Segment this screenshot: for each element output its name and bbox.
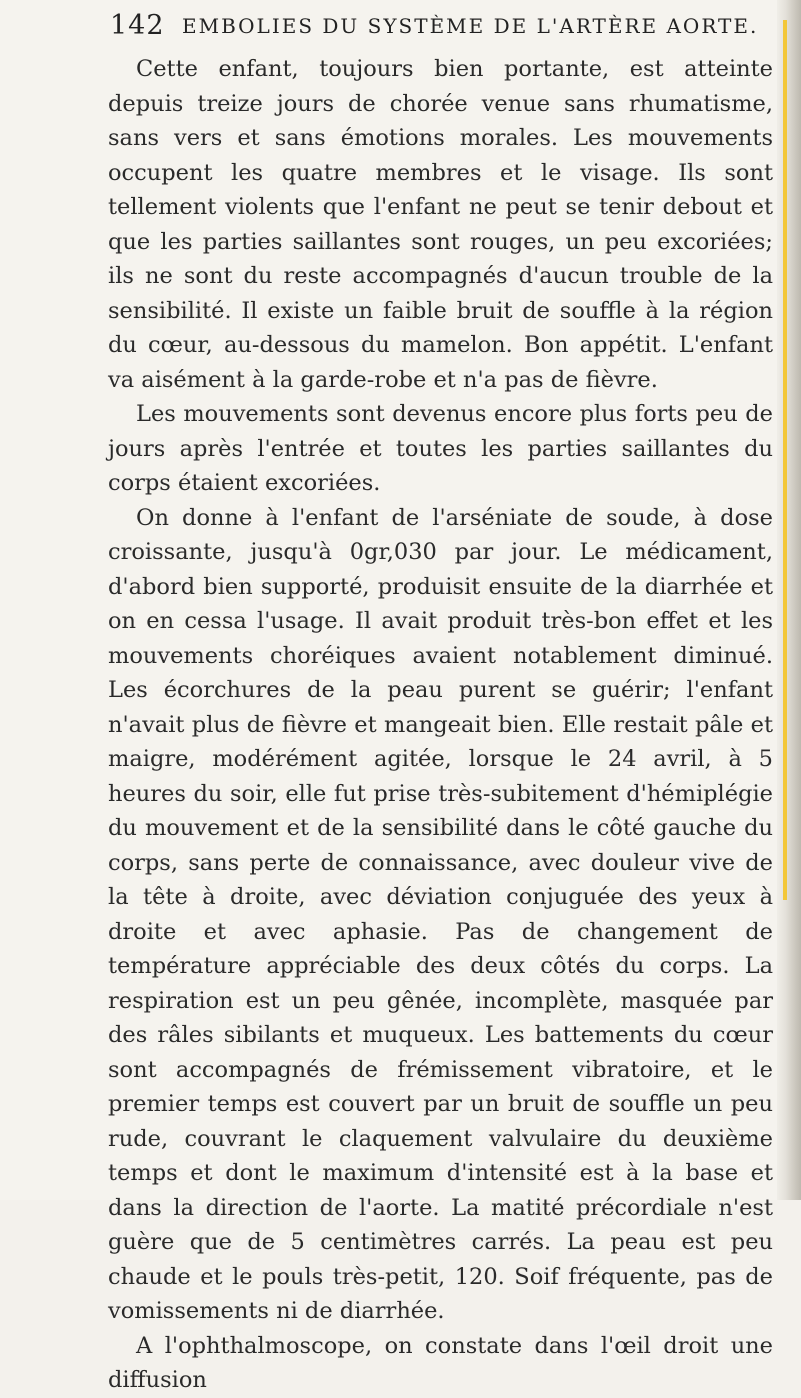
page-edge-strip: [783, 20, 787, 900]
running-head: EMBOLIES DU SYSTÈME DE L'ARTÈRE AORTE.: [182, 14, 759, 38]
page-number: 142: [110, 10, 165, 41]
paragraph: Les mouvements sont devenus encore plus forts peu de jours après l'entrée et toutes les parties saillantes du corps étaient excoriées.: [108, 401, 773, 496]
page-header: [110, 10, 770, 50]
body-text: [108, 52, 773, 1398]
page-edge: [777, 0, 801, 1200]
paragraph: Cette enfant, toujours bien portante, est atteinte depuis treize jours de chorée venue sans rhumatisme, sans vers et sans émotions morales. Les mouvements occupent les quatre membres et le visage. Ils sont tellement violents que l'enfant ne peut se tenir debout et que les parties saillantes sont rouges, un peu excoriées; ils ne sont du reste accompagnés d'aucun trouble de la sensibilité. Il existe un faible bruit de souffle à la région du cœur, au-dessous du mamelon. Bon appétit. L'enfant va aisément à la garde-robe et n'a pas de fièvre.: [108, 56, 773, 393]
paragraph: On donne à l'enfant de l'arséniate de soude, à dose croissante, jusqu'à 0gr,030 par jour. Le médicament, d'abord bien supporté, produisit ensuite de la diarrhée et on en cessa l'usage. Il avait produit très-bon effet et les mouvements choréiques avaient notablement diminué. Les écorchures de la peau purent se guérir; l'enfant n'avait plus de fièvre et mangeait bien. Elle restait pâle et maigre, modérément agitée, lorsque le 24 avril, à 5 heures du soir, elle fut prise très-subitement d'hémiplégie du mouvement et de la sensibilité dans le côté gauche du corps, sans perte de connaissance, avec douleur vive de la tête à droite, avec déviation conjuguée des yeux à droite et avec aphasie. Pas de changement de température appréciable des deux côtés du corps. La respiration est un peu gênée, incomplète, masquée par des râles sibilants et muqueux. Les battements du cœur sont accompagnés de frémissement vibratoire, et le premier temps est couvert par un bruit de souffle un peu rude, couvrant le claquement valvulaire du deuxième temps et dont le maximum d'intensité est à la base et dans la direction de l'aorte. La matité précordiale n'est guère que de 5 centimètres carrés. La peau est peu chaude et le pouls très-petit, 120. Soif fréquente, pas de vomissements ni de diarrhée.: [108, 504, 773, 1324]
paragraph: A l'ophthalmoscope, on constate dans l'œil droit une diffusion: [108, 1332, 773, 1393]
